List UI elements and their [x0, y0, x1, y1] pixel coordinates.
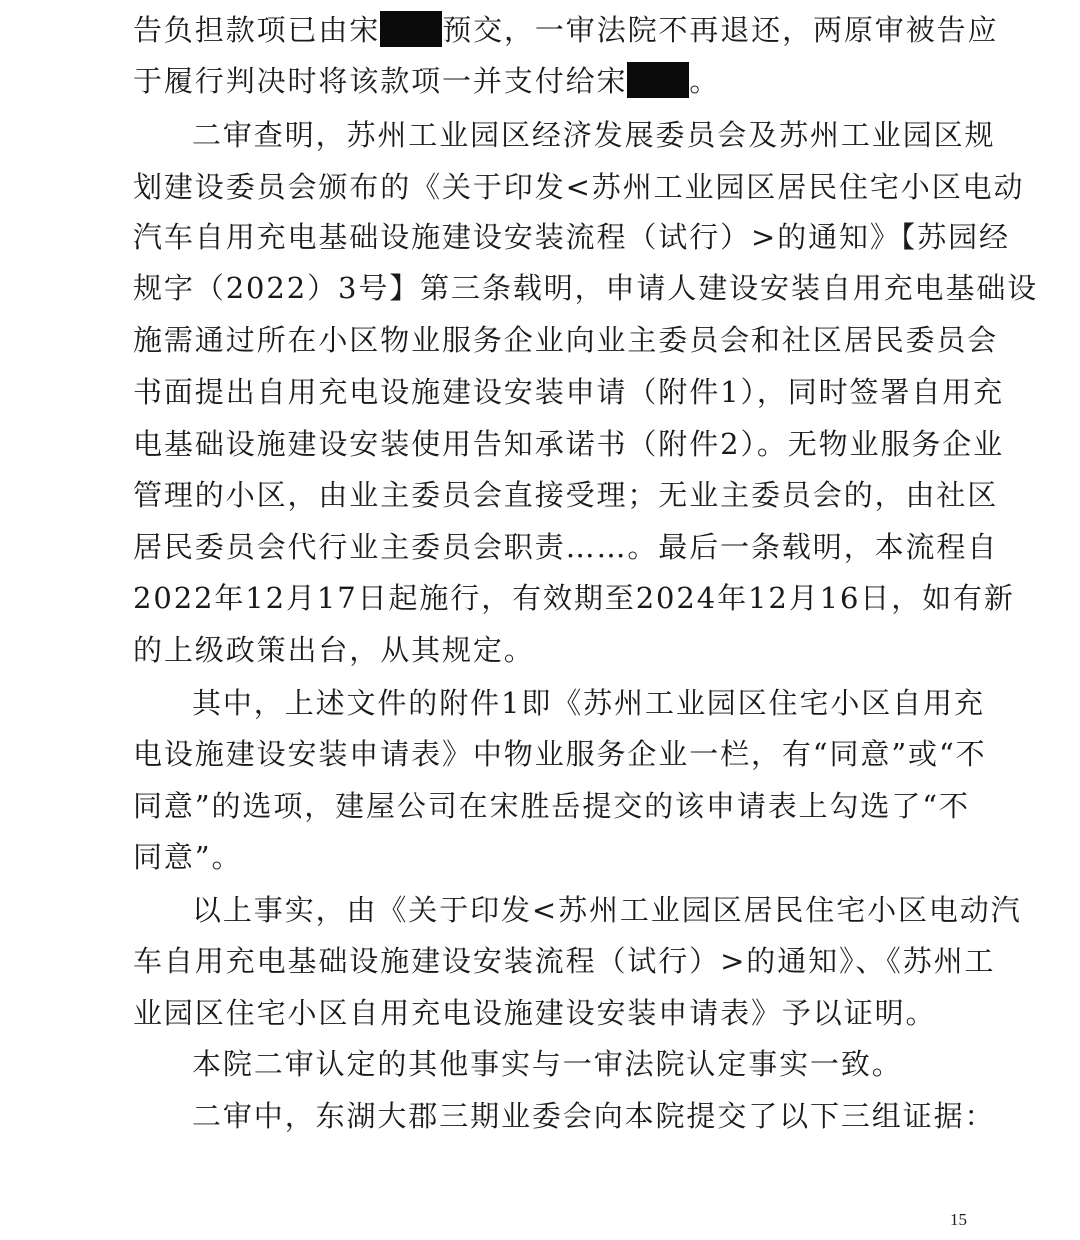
paragraph-line: 居民委员会代行业主委员会职责……。最后一条载明，本流程自: [133, 530, 999, 564]
paragraph-line: 车自用充电基础设施建设安装流程（试行）>的通知》、《苏州工: [133, 944, 996, 978]
paragraph-line: 规字（2022）3号】第三条载明，申请人建设安装自用充电基础设: [133, 271, 1039, 305]
page-number: 15: [950, 1210, 967, 1229]
paragraph-line: 2022年12月17日起施行，有效期至2024年12月16日，如有新: [133, 581, 1015, 615]
paragraph-line: 二审中，东湖大郡三期业委会向本院提交了以下三组证据：: [192, 1099, 996, 1133]
text-line-1: [133, 7, 999, 53]
paragraph-line: 其中，上述文件的附件1即《苏州工业园区住宅小区自用充: [192, 686, 985, 720]
text-line-2: [133, 58, 967, 104]
paragraph-line: 电基础设施建设安装使用告知承诺书（附件2）。无物业服务企业: [133, 427, 1005, 461]
paragraph-line: 电设施建设安装申请表》中物业服务企业一栏，有“同意”或“不: [133, 737, 987, 771]
paragraph-line: 同意”。: [133, 840, 243, 874]
text-segment: 预交，一审法院不再退还，两原审被告应: [442, 13, 999, 47]
text-segment: 告负担款项已由宋: [133, 13, 381, 47]
paragraph-line: 的上级政策出台，从其规定。: [133, 633, 535, 667]
redaction-block: [380, 11, 442, 47]
redaction-block: [627, 62, 689, 98]
paragraph-line: 本院二审认定的其他事实与一审法院认定事实一致。: [192, 1047, 903, 1081]
paragraph-line: 以上事实，由《关于印发<苏州工业园区居民住宅小区电动汽: [192, 893, 1022, 927]
paragraph-line: 二审查明，苏州工业园区经济发展委员会及苏州工业园区规: [192, 118, 996, 152]
paragraph-line: 业园区住宅小区自用充电设施建设安装申请表》予以证明。: [133, 996, 937, 1030]
paragraph-line: 管理的小区，由业主委员会直接受理；无业主委员会的，由社区: [133, 478, 999, 512]
paragraph-line: 同意”的选项，建屋公司在宋胜岳提交的该申请表上勾选了“不: [133, 789, 970, 823]
paragraph-line: 书面提出自用充电设施建设安装申请（附件1），同时签署自用充: [133, 375, 1005, 409]
text-segment: 于履行判决时将该款项一并支付给宋: [133, 64, 628, 98]
paragraph-line: 汽车自用充电基础设施建设安装流程（试行）>的通知》【苏园经: [133, 220, 1010, 254]
paragraph-line: 划建设委员会颁布的《关于印发<苏州工业园区居民住宅小区电动: [133, 170, 1025, 204]
paragraph-line: 施需通过所在小区物业服务企业向业主委员会和社区居民委员会: [133, 323, 999, 357]
text-segment: 。: [689, 64, 721, 98]
